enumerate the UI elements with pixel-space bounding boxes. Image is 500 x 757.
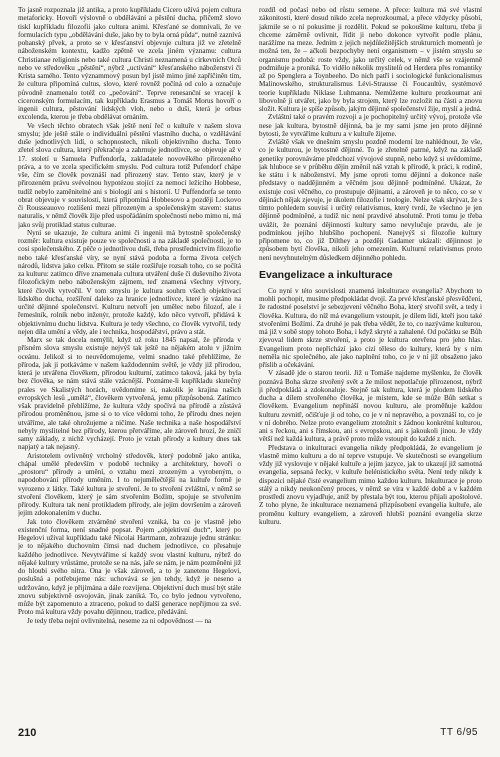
paragraph: Nyní se ukazuje, že cultura animi či ingenii má bytostně společenský rozměr: kultura existuje pouze ve společnosti a na základě společnosti, je to cosi společenského. Z pěče o jednotlivou duši, třeba prostřednictvím filozofie nebo také křesťanské víry, se nyní stává podoba a forma života celých národů, lidstva jako celku. Přitom se stále rozšiřuje rozsah toho, co se počítá za kulturu: zatímco dříve znamenala cultura utváření duše či duševního života filozofickým nebo náboženským zájmem, teď znamená všechny výtvory, které člověk vytvořil. V tom smyslu je kultura souhrn všech objektivací lidského ducha, rozšíření daleko za hranice jednotlivce, které je vázáno na určité dějinné společenství. Kulturu netvoří jen umělec nebo filozof, ale i řemeslník, rolník nebo inženýr, protože každý, kdo něco vytvoří, přidává k objektivnímu duchu lidstva. Kultura je tedy všechno, co člověk vytvořil, tedy nejen díla umění a vědy, ale i technika, hospodářství, právo a stát. bbox=[18, 228, 241, 336]
page-number: 210 bbox=[18, 727, 37, 739]
paragraph: rozdíl od počasí nebo od růstu semene. A přece: kultura má své vlastní zákonitosti, které dosud nikdo zcela neprozkoumal, a přece vždycky působí, jakmile se o ní pokusíme ji rozdělit. Pokud se pokoušíme kulturu, třeba ji chceme záměrně ovlivnit, řídit ji nebo dokonce vytvořit podle plánu, narážíme na meze. Jedním z jejich nejdůležitějších strukturních momentů je možná ten, že – ačkoli bezpochyby není organismem – v jistém smyslu se organismu podobá: roste vždy, jako určitý celek, v němž vše se vzájemně podmiňuje a proniká. To vidělo několik myslitelů od Herdera přes romantiky až po Spenglera a Toynbeeho. Do nich patří i sociologické funkcionalismus Malinowského, strukturalismus Lévi-Strausse či Foucaultův, systémové teorie kupříkladu Niklase Luhmanna. Nemůžeme kulturu prozkoumat ani libovolně ji utvářet, jako by byla strojem, který lze rozložit na části a znovu složit. Kultura je spíše způsob, jakým dějinné společenství žije, myslí a jedná. bbox=[259, 6, 482, 113]
paragraph: Aristotelem ovlivněný vrcholný středověk, který podobně jako antika, chápal umělé především v podobě techniky a architektury, hovoří o „prostoru“ přírody a umění, o vztahu mezi zrozeným a vyrobeným, o napodobování přírody uměním. I to nejumělečtější na kultuře formě je vyrozeno z látky. Také kultura je stvoření. Je to stvoření zvláštní, v němž se stvoření člověkem, který je sám stvořením Božím, spojuje se stvořením přírody. Kultura tak není protikladem přírody, ale jejím dovršením a zároveň jejím zdokonalením v duchu. bbox=[18, 451, 241, 518]
left-column bbox=[18, 6, 241, 712]
paragraph: V zásadě jde o starou teorii. Již u Tomáše najdeme myšlenku, že člověk poznává Boha skrze stvořený svět a že milost nepotlačuje přirozenost, nýbrž ji předpokládá a zdokonaluje. Stejně tak kultura, která je plodem lidského ducha a dílem stvořeného člověka, je místem, kde se může Bůh setkat s člověkem. Evangelium nepřináší novou kulturu, ale proměňuje každou kulturu zevnitř, očišťuje ji od toho, co je v ní nepravého, a povznáší to, co je v ní dobrého. Nelze proto evangelium ztotožnit s žádnou konkrétní kulturou, ani s řeckou, ani s římskou, ani s evropskou, ani s jakoukoli jinou. Je vždy větší než každá kultura, a právě proto může vstoupit do každé z nich. bbox=[259, 369, 482, 444]
paragraph: Co nyní v této souvislosti znamená inkulturace evangelia? Abychom to mohli pochopit, musíme předpokládat dvojí. Za prvé křesťanské přesvědčení, že radostné poselství je sebezjevení věčného Boha, který stvořil svět, a tedy i člověka. Kultura, do níž má evangelium vstoupit, je dílem lidí, kteří jsou také stvořeními Božími. Za druhé je pak třeba vědět, že to, co nazýváme kulturou, má již v sobě stopy tohoto Boha, i když skryté a zahalené. Od počátku se Bůh zjevoval lidem skrze stvoření, a proto je kultura otevřena pro jeho hlas. Evangelium proto nepřichází jako cizí těleso do kultury, která by s ním neměla nic společného, ale jako naplnění toho, co je v ní již obsaženo jako příslib a očekávání. bbox=[259, 286, 482, 369]
paragraph: Jak toto člověkem ztvárněné stvoření vzniká, ba co je vlastně jeho existenční forma, není snadné popsat. Pojem „objektivní duch“, který po Hegelovi užíval kupříkladu také Nicolai Hartmann, zohrazuje jednu stránku: je to nějakého duchovním čímsi nad duchem jednotlivce, co přesahuje každého jednotlivce. Nevytváříme si každý svou vlastní kulturu, nýbrž do nějaké kultury vrůstáme, protože se na nás, jaře se nám, je nám pozměněni již do hloubi svého nitra. Ona je však zároveň, a to je zaneteno Hegelovi, poslušná a potřebujeme nás: uchovává se jen tehdy, když je neseno a udržováno, když je přijímána a dále rozvíjena. Objektivní duch musí být stále znovu subjektivně osvojován, jinak zaniká. To, co bylo jednou vytvořeno, může být zapomenuto a ztraceno, pokud to další generace nepřijmou za své. Proto má kultura vždy povahu dějinnou, tradice, předávání. bbox=[18, 517, 241, 617]
issue-label: TT 6/95 bbox=[440, 727, 478, 738]
paragraph: Marx se tak docela nemýlil, když už roku 1845 napsal, že příroda v přísném slova smyslu existuje nejvýš tak ještě na nějakém atolu v jižním oceánu. Jelikož si to neuvědomujeme, velmi snadno také přehlížíme, že příroda, jak ji potkáváme v našem každodenním světě, je vždy již přírodou, která je utvářena člověkem, přírodou kulturní, zatímco taková, jaká by byla bez člověka, se nám stává stále vzácnější. Poznáme-li kupříkladu skutečný prales ve Skalistých horách, uvědomíme si, nakolik je krajina našich evropských lesů „umělá“, člověkem vytvořená, jemu přizpůsobená. Zatímco však pravidelně přehlížíme, že kultura vždy spočívá na přírodě a zůstává přírodou proměněnou, jsme si o to více vědomi toho, že přírodu dnes nejen utváříme, ale také ohrožujeme a ničíme. Naše technika a naše hospodářství nebyly myslitelné bez přírody, kterou přetváříme, ale zároveň hrozí, že zničí samy základy, z nichž vycházejí. Proto je vztah přírody a kultury dnes tak napjatý a tak nejasný. bbox=[18, 336, 241, 452]
paragraph: Zvláště však ve dnešním smyslu pozdně moderní lze nahlédnout, že vše, co je kulturou, je bytostně dějinné. To je zřetelně patrné, když na základě genetiky porovnáváme předchozí vývojové stupně, nebo když si uvědomíme, jak hluboce se v průběhu dějin změnil náš vztah k přírodě, k práci, k rodině, ke státu i k náboženství. My jsme oproti tomu dějinní a dokonce naše představy o naddějinném a věčném jsou dějinně podmíněné. Ukázat, že existuje cosi věčného, co prostupuje dějinami, a zároveň je to něco, co se v dějinách nějak zjevuje, je úkolem filozofie i teologie. Nelze však skrývat, že s tímto pohledem souvisí i určitý relativismus, který tvrdí, že všechno je jen dějinně podmíněné, a tudíž nic není pravdivé absolutně. Proti tomu je třeba uvážit, že poznání dějinnosti kultury samo nevylučuje pravdu, ale je podmínkou jejího hlubšího pochopení. Nanejvýš si filozofie kultury připomene to, co již Dilthey a později Gadamer ukázali: dějinnost je způsobem bytí člověka, nikoli jeho omezením. Kulturní relativismus proto není nevyhnutelným důsledkem dějinného pohledu. bbox=[259, 138, 482, 262]
section-heading: Evangelizace a inkulturace bbox=[259, 268, 393, 281]
paragraph: Zvláštní také o pravém rozvoji a je pochopitelný určitý vývoj, protože vše nese jak kultura, bytostně dějinná, ba je my sami jsme jen proto dějinné bytosti, že vytváříme kulturu a v kultuře žijeme. bbox=[259, 113, 482, 138]
paragraph: To jasně rozpoznala již antika, a proto kupříkladu Cicero užívá pojem cultura metaforicky. Hovoří výslovně o obdělávání a pěstění ducha, přičemž slovo tiskl kupříkladu filozofii jako cultura animi. Křesťané se domnívali, že ve formulacích typu „obdělávání duše, jako by to byla orná půda“, nutně zaznívá pohanský přvek, a proto se v křesťanství objevuje cultura již ve zřetelně náboženském kontextu, kadžo zpětně ve zcela jiném významu: cultura Christianae religionis nebo také cultura Christi neznamená u církevních Otců nebo ve středověku „pěstění“, nýbrž „uctívání“ křesťanského náboženství či Krista samého. Tento význammový posun byl jistě mimo jiné zapříčiněn tím, že cultura připomíná cultus, slovo, které rovněž počíná od colo a označuje původně znamenalo totéž co „pečování“. Teprve renesanční se vracejí k ciceronským formulacím, tak kupříkladu Erasmus a Tomáš Morus hovoří o ingenii cultura, pěstování lidských vloh, nebo o duši, která je orbus excolenda, kterou je třeba obdělávat ornáním. bbox=[18, 6, 241, 122]
paragraph: Představa o inkulturaci evangelia nikdy předpokládá, že evangelium je vlastně mimo kulturu a do ní teprve vstupuje. Ve skutečnosti se evangelium vždy již vyslovuje v nějaké kultuře a jejím jazyce, jak to ukazují již samotná evangelia, sepsaná řecky, v kultuře helénistického světa. Není tedy nikdy k dispozici nějaké čisté evangelium mimo každou kulturu. Inkulturace je proto stálý a nikdy neukončený proces, v němž se víra v každé době a v každém prostředí znovu vyjadřuje, aniž by přestala být tou, kterou přijali apoštolové. Z toho plyne, že inkulturace neznamená přizpůsobení evangelia kultuře, ale proměnu kultury evangeliem, a zároveň hlubší poznání evangelia skrze kulturu. bbox=[259, 443, 482, 526]
right-column bbox=[259, 6, 482, 712]
paragraph: Je tedy třeba nejní ovlivnitelná, neseme za ni odpovědnost — na bbox=[27, 616, 212, 625]
paragraph: Ve všech těchto obratech však ještě není řeč o kultuře v našem slova smyslu; jde ještě stále o individuální pěstění vlastního ducha, o vzdělávání duše jednotlivých lidí, o schopnostech, nikoli objektivního ducha. Tento zřetel slova cultura, který překračuje a zahrnuje jednotlivce, se objevuje až v 17. století u Samuela Puffendorfa, zakladatele novověkého přirozeného práva, a to ve zcela specifickém smyslu. Pod cultura totiž Pufendorf chápe vše, čím se člověk povznáší nad přirozený stav. Tento stav, který je v přirozeném právu svévolnou hypotézou stojící za nemocí ležícího Hobbese, tudíž nebylo zaměnitelné ani s biologií ani s historií. U Puffendorfa se tento obrat objevuje v souvislosti, která připomíná Hobbesovo a později Lockovo či Rousseauovo rozlišení mezi přirozeným a společenským stavem: status naturalis, v němž člověk žije před uspořádáním společnosti nebo mimo ni, má jako svůj protiklad status culturae. bbox=[18, 121, 241, 229]
